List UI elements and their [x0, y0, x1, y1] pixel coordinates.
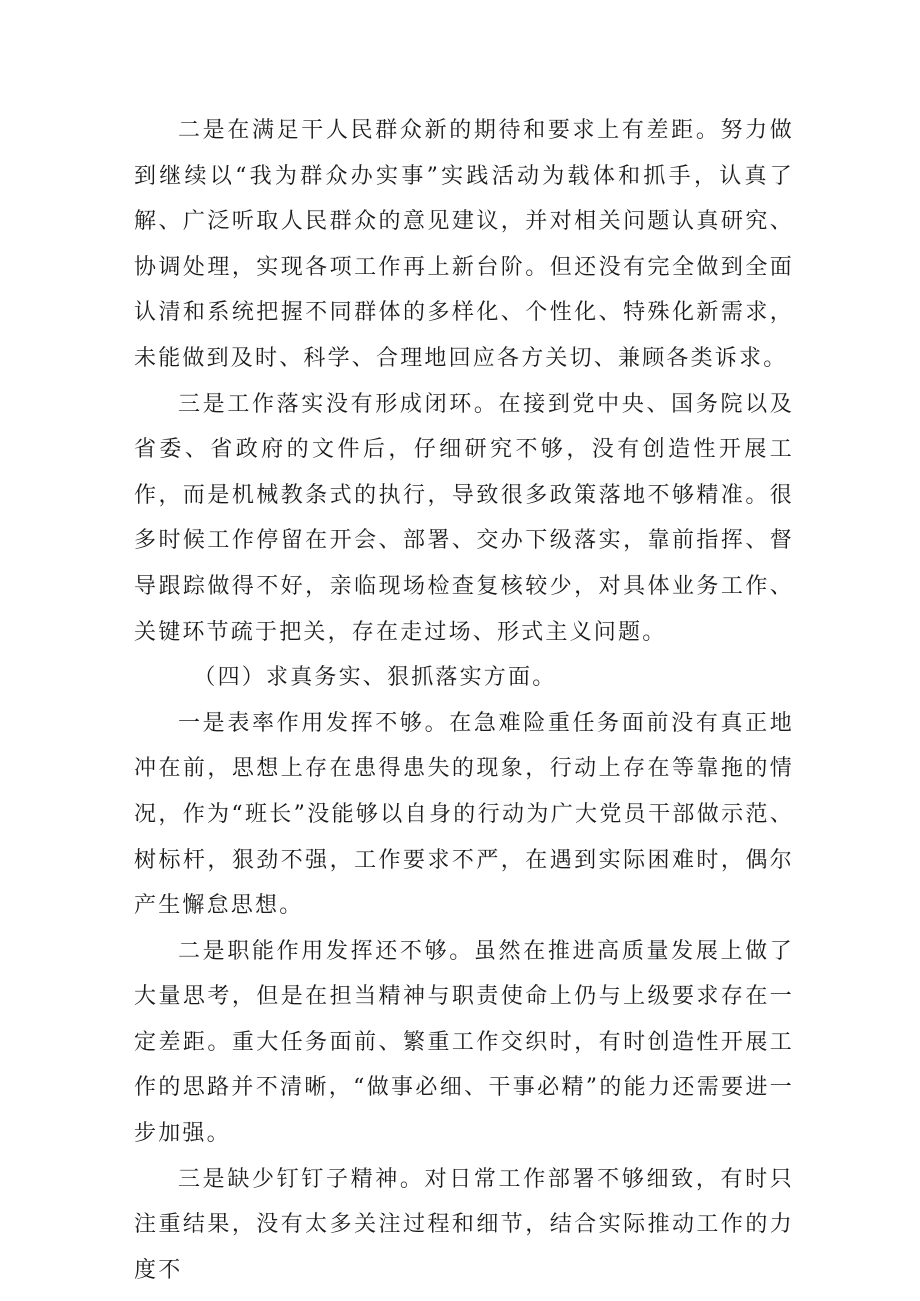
paragraph-first-point-exemplary-role: 一是表率作用发挥不够。在急难险重任务面前没有真正地冲在前，思想上存在患得患失的现象，行动上存在等靠拖的情况，作为“班长”没能够以自身的行动为广大党员干部做示范、树标杆，狠劲不强，工作要求不严，在遇到实际困难时，偶尔产生懈怠思想。 — [134, 710, 794, 919]
section-heading-four: （四）求真务实、狠抓落实方面。 — [193, 665, 557, 691]
paragraph-third-point-work-implementation: 三是工作落实没有形成闭环。在接到党中央、国务院以及省委、省政府的文件后，仔细研究不够，没有创造性开展工作，而是机械教条式的执行，导致很多政策落地不够精准。很多时候工作停留在开会、部署、交办下级落实，靠前指挥、督导跟踪做得不好，亲临现场检查复核较少，对具体业务工作、关键环节疏于把关，存在走过场、形式主义问题。 — [134, 391, 794, 645]
paragraph-third-point-nail-spirit: 三是缺少钉钉子精神。对日常工作部署不够细致，有时只注重结果，没有太多关注过程和细节，结合实际推动工作的力度不 — [134, 1166, 794, 1283]
paragraph-second-point-functional-role: 二是职能作用发挥还不够。虽然在推进高质量发展上做了大量思考，但是在担当精神与职责使命上仍与上级要求存在一定差距。重大任务面前、繁重工作交织时，有时创造性开展工作的思路并不清晰，“做事必细、干事必精”的能力还需要进一步加强。 — [134, 938, 794, 1147]
document-body — [134, 108, 794, 1293]
paragraph-second-point-public-expectations: 二是在满足干人民群众新的期待和要求上有差距。努力做到继续以“我为群众办实事”实践活动为载体和抓手，认真了解、广泛听取人民群众的意见建议，并对相关问题认真研究、协调处理，实现各项工作再上新台阶。但还没有完全做到全面认清和系统把握不同群体的多样化、个性化、特殊化新需求，未能做到及时、科学、合理地回应各方关切、兼顾各类诉求。 — [134, 118, 794, 371]
